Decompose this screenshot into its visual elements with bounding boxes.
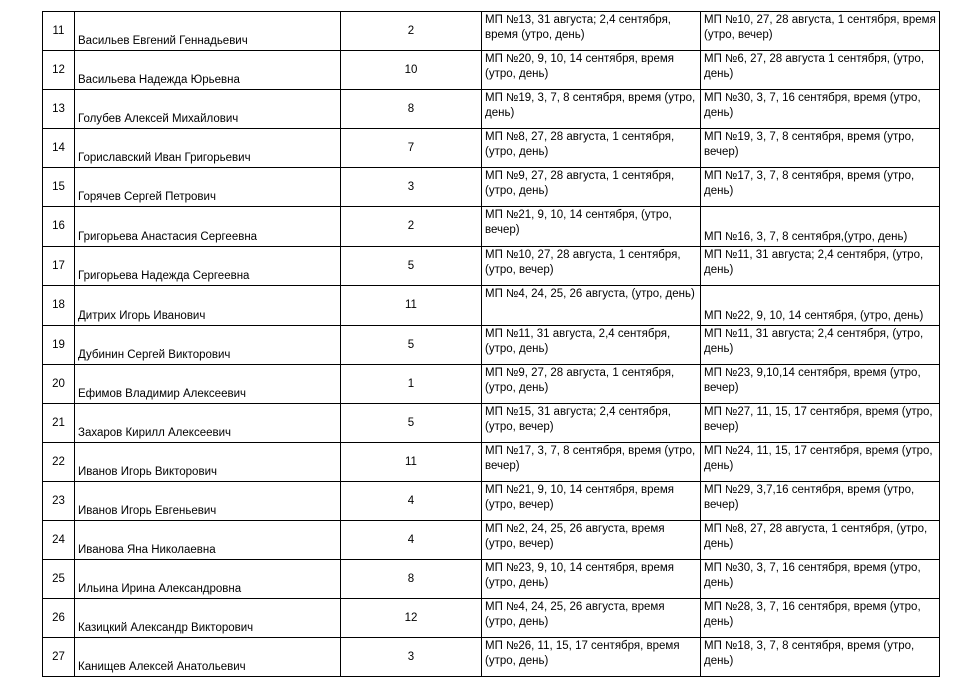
count-cell	[341, 207, 482, 247]
table-row	[43, 404, 940, 443]
second-event-text: МП №17, 3, 7, 8 сентября, время (утро, день)	[704, 170, 915, 197]
count-cell	[341, 482, 482, 521]
count-value: 2	[407, 220, 415, 232]
row-number: 25	[52, 572, 65, 585]
second-event-text: МП №29, 3,7,16 сентября, время (утро, вечер)	[704, 484, 915, 511]
first-event-cell	[482, 560, 701, 599]
row-number-cell	[43, 365, 75, 404]
person-name-cell	[75, 168, 341, 207]
first-event-text: МП №9, 27, 28 августа, 1 сентября, (утро, день)	[485, 170, 675, 197]
count-cell	[341, 521, 482, 560]
person-name-cell	[75, 404, 341, 443]
second-event-cell	[701, 207, 940, 247]
second-event-text: МП №8, 27, 28 августа, 1 сентября, (утро, день)	[704, 523, 928, 550]
person-name: Казицкий Александр Викторович	[78, 622, 254, 634]
second-event-cell	[701, 168, 940, 207]
second-event-cell	[701, 638, 940, 677]
row-number-cell	[43, 51, 75, 90]
table-row	[43, 599, 940, 638]
second-event-text: МП №30, 3, 7, 16 сентября, время (утро, день)	[704, 562, 921, 589]
row-number: 21	[52, 416, 65, 429]
row-number: 11	[52, 24, 65, 37]
person-name-cell	[75, 51, 341, 90]
person-name: Ефимов Владимир Алексеевич	[78, 388, 246, 400]
person-name: Васильева Надежда Юрьевна	[78, 74, 240, 86]
person-name-cell	[75, 443, 341, 482]
count-cell	[341, 286, 482, 326]
table-row	[43, 51, 940, 90]
second-event-text: МП №11, 31 августа; 2,4 сентября, (утро, день)	[704, 328, 924, 355]
count-value: 3	[407, 180, 415, 193]
person-name-cell	[75, 247, 341, 286]
row-number-cell	[43, 12, 75, 51]
first-event-cell	[482, 90, 701, 129]
second-event-cell	[701, 443, 940, 482]
second-event-text: МП №30, 3, 7, 16 сентября, время (утро, день)	[704, 92, 921, 119]
first-event-text: МП №2, 24, 25, 26 августа, время (утро, вечер)	[485, 523, 665, 550]
row-number-cell	[43, 521, 75, 560]
row-number-cell	[43, 247, 75, 286]
row-number-cell	[43, 168, 75, 207]
row-number: 24	[52, 533, 65, 546]
row-number: 19	[52, 338, 65, 351]
person-name: Канищев Алексей Анатольевич	[78, 661, 246, 673]
first-event-cell	[482, 326, 701, 365]
table-row	[43, 90, 940, 129]
row-number: 18	[52, 299, 65, 311]
person-name: Васильев Евгений Геннадьевич	[78, 35, 248, 47]
person-name-cell	[75, 599, 341, 638]
row-number: 23	[52, 494, 65, 507]
person-name: Григорьева Анастасия Сергеевна	[78, 231, 258, 243]
count-cell	[341, 12, 482, 51]
schedule-table	[42, 11, 940, 677]
first-event-cell	[482, 404, 701, 443]
first-event-text: МП №4, 24, 25, 26 августа, (утро, день)	[485, 288, 695, 300]
first-event-text: МП №9, 27, 28 августа, 1 сентября, (утро, день)	[485, 367, 675, 394]
person-name: Ильина Ирина Александровна	[78, 583, 242, 595]
table-row	[43, 443, 940, 482]
second-event-cell	[701, 560, 940, 599]
person-name-cell	[75, 286, 341, 326]
table-row	[43, 521, 940, 560]
count-value: 4	[407, 494, 415, 507]
row-number: 20	[52, 377, 65, 390]
count-value: 8	[407, 572, 415, 585]
first-event-text: МП №11, 31 августа, 2,4 сентября, (утро, день)	[485, 328, 671, 355]
second-event-cell	[701, 51, 940, 90]
first-event-cell	[482, 129, 701, 168]
count-cell	[341, 443, 482, 482]
first-event-cell	[482, 207, 701, 247]
first-event-cell	[482, 247, 701, 286]
row-number: 17	[52, 259, 65, 272]
row-number-cell	[43, 599, 75, 638]
second-event-text: МП №19, 3, 7, 8 сентября, время (утро, вечер)	[704, 131, 915, 158]
second-event-text: МП №22, 9, 10, 14 сентября, (утро, день)	[704, 310, 924, 322]
second-event-text: МП №11, 31 августа; 2,4 сентября, (утро, день)	[704, 249, 924, 276]
count-value: 12	[404, 611, 418, 624]
table-row	[43, 12, 940, 51]
count-value: 4	[407, 533, 415, 546]
first-event-text: МП №13, 31 августа; 2,4 сентября, время (утро, день)	[485, 14, 671, 41]
table-row	[43, 326, 940, 365]
first-event-cell	[482, 365, 701, 404]
second-event-text: МП №18, 3, 7, 8 сентября, время (утро, день)	[704, 640, 915, 667]
person-name: Иванова Яна Николаевна	[78, 544, 216, 556]
row-number: 15	[52, 180, 65, 193]
first-event-text: МП №21, 9, 10, 14 сентября, время (утро, вечер)	[485, 484, 675, 511]
first-event-text: МП №8, 27, 28 августа, 1 сентября, (утро, день)	[485, 131, 675, 158]
first-event-cell	[482, 443, 701, 482]
second-event-cell	[701, 365, 940, 404]
second-event-text: МП №23, 9,10,14 сентября, время (утро, вечер)	[704, 367, 921, 394]
person-name-cell	[75, 560, 341, 599]
person-name-cell	[75, 326, 341, 365]
count-cell	[341, 599, 482, 638]
count-cell	[341, 168, 482, 207]
count-cell	[341, 326, 482, 365]
second-event-cell	[701, 482, 940, 521]
count-cell	[341, 638, 482, 677]
person-name-cell	[75, 129, 341, 168]
schedule-table-body	[43, 12, 940, 677]
first-event-text: МП №15, 31 августа; 2,4 сентября, (утро, вечер)	[485, 406, 671, 433]
row-number-cell	[43, 404, 75, 443]
count-cell	[341, 51, 482, 90]
count-value: 5	[407, 416, 415, 429]
table-row	[43, 286, 940, 326]
row-number-cell	[43, 207, 75, 247]
first-event-cell	[482, 482, 701, 521]
row-number-cell	[43, 443, 75, 482]
count-value: 8	[407, 102, 415, 115]
person-name-cell	[75, 12, 341, 51]
person-name-cell	[75, 638, 341, 677]
row-number: 14	[52, 141, 65, 154]
first-event-text: МП №4, 24, 25, 26 августа, время (утро, день)	[485, 601, 665, 628]
row-number-cell	[43, 638, 75, 677]
second-event-cell	[701, 247, 940, 286]
count-cell	[341, 560, 482, 599]
second-event-text: МП №6, 27, 28 августа 1 сентября, (утро, день)	[704, 53, 925, 80]
person-name: Горячев Сергей Петрович	[78, 191, 216, 203]
person-name-cell	[75, 482, 341, 521]
second-event-cell	[701, 404, 940, 443]
second-event-cell	[701, 599, 940, 638]
first-event-text: МП №17, 3, 7, 8 сентября, время (утро, вечер)	[485, 445, 696, 472]
row-number-cell	[43, 286, 75, 326]
second-event-text: МП №10, 27, 28 августа, 1 сентября, время (утро, вечер)	[704, 14, 936, 41]
second-event-text: МП №28, 3, 7, 16 сентября, время (утро, день)	[704, 601, 921, 628]
person-name-cell	[75, 521, 341, 560]
table-row	[43, 207, 940, 247]
table-row	[43, 365, 940, 404]
row-number: 26	[52, 611, 65, 624]
count-value: 11	[405, 299, 417, 311]
count-value: 11	[405, 455, 417, 468]
row-number: 27	[52, 650, 65, 663]
count-cell	[341, 247, 482, 286]
person-name: Захаров Кирилл Алексеевич	[78, 427, 232, 439]
person-name: Дубинин Сергей Викторович	[78, 349, 231, 361]
table-row	[43, 168, 940, 207]
first-event-cell	[482, 638, 701, 677]
table-row	[43, 247, 940, 286]
count-cell	[341, 404, 482, 443]
first-event-text: МП №21, 9, 10, 14 сентября, (утро, вечер)	[485, 209, 672, 236]
table-row	[43, 560, 940, 599]
person-name: Иванов Игорь Евгеньевич	[78, 505, 217, 517]
row-number-cell	[43, 90, 75, 129]
row-number: 12	[52, 63, 65, 76]
row-number-cell	[43, 129, 75, 168]
person-name-cell	[75, 207, 341, 247]
second-event-cell	[701, 326, 940, 365]
row-number-cell	[43, 326, 75, 365]
first-event-cell	[482, 51, 701, 90]
row-number-cell	[43, 482, 75, 521]
second-event-text: МП №24, 11, 15, 17 сентября, время (утро, день)	[704, 445, 933, 472]
count-value: 5	[407, 338, 415, 351]
person-name: Голубев Алексей Михайлович	[78, 113, 239, 125]
person-name-cell	[75, 365, 341, 404]
table-row	[43, 482, 940, 521]
row-number: 13	[52, 102, 65, 115]
second-event-cell	[701, 12, 940, 51]
row-number-cell	[43, 560, 75, 599]
first-event-text: МП №20, 9, 10, 14 сентября, время (утро, день)	[485, 53, 675, 80]
first-event-cell	[482, 12, 701, 51]
second-event-text: МП №27, 11, 15, 17 сентября, время (утро, вечер)	[704, 406, 933, 433]
count-value: 1	[407, 377, 415, 390]
person-name-cell	[75, 90, 341, 129]
count-cell	[341, 129, 482, 168]
row-number: 16	[52, 220, 65, 232]
count-cell	[341, 90, 482, 129]
count-cell	[341, 365, 482, 404]
first-event-text: МП №19, 3, 7, 8 сентября, время (утро, день)	[485, 92, 696, 119]
person-name: Иванов Игорь Викторович	[78, 466, 217, 478]
second-event-cell	[701, 90, 940, 129]
first-event-cell	[482, 168, 701, 207]
first-event-text: МП №23, 9, 10, 14 сентября, время (утро, день)	[485, 562, 675, 589]
person-name: Гориславский Иван Григорьевич	[78, 152, 251, 164]
second-event-text: МП №16, 3, 7, 8 сентября,(утро, день)	[704, 231, 908, 243]
person-name: Дитрих Игорь Иванович	[78, 310, 206, 322]
count-value: 10	[404, 63, 418, 76]
count-value: 3	[407, 650, 415, 663]
table-row	[43, 638, 940, 677]
table-row	[43, 129, 940, 168]
first-event-text: МП №26, 11, 15, 17 сентября, время (утро, день)	[485, 640, 680, 667]
person-name: Григорьева Надежда Сергеевна	[78, 270, 250, 282]
count-value: 5	[407, 259, 415, 272]
count-value: 2	[407, 24, 415, 37]
second-event-cell	[701, 129, 940, 168]
second-event-cell	[701, 286, 940, 326]
count-value: 7	[407, 141, 415, 154]
first-event-text: МП №10, 27, 28 августа, 1 сентября, (утро, вечер)	[485, 249, 681, 276]
row-number: 22	[52, 455, 65, 468]
second-event-cell	[701, 521, 940, 560]
first-event-cell	[482, 521, 701, 560]
first-event-cell	[482, 599, 701, 638]
first-event-cell	[482, 286, 701, 326]
